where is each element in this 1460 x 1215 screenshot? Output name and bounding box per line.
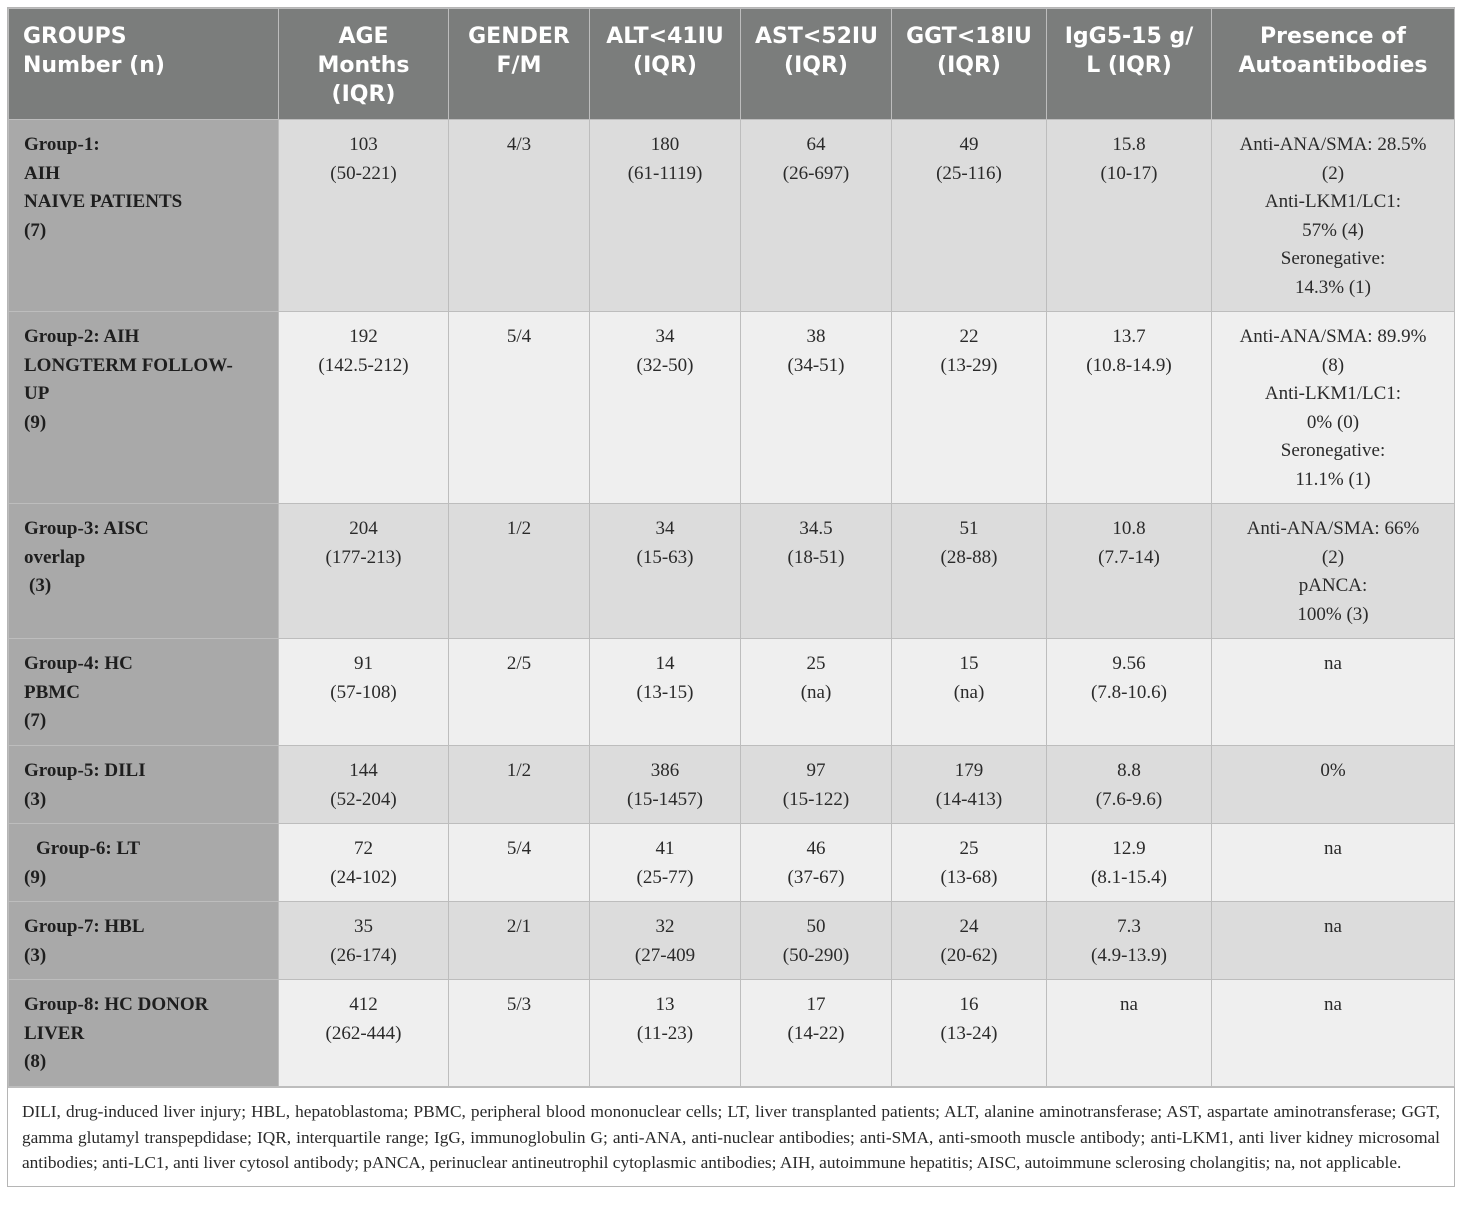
cell-line: Seronegative: [1280, 248, 1386, 269]
cell-group [9, 504, 279, 639]
cell-gender [449, 980, 590, 1087]
cell-line: (37-67) [787, 866, 845, 888]
cell-group [9, 746, 279, 824]
cell-alt [590, 746, 741, 824]
cell-line: (18-51) [787, 546, 845, 568]
cell-line: (20-62) [940, 944, 998, 966]
cell-line: 179 [954, 760, 984, 781]
cell-igg [1047, 504, 1212, 639]
header-line: (IQR) [937, 53, 1001, 78]
cell-group [9, 980, 279, 1087]
cell-line: (na) [953, 681, 985, 703]
header-line: Months [317, 53, 410, 78]
cell-line: (34-51) [787, 354, 845, 376]
table-row [9, 980, 1455, 1087]
cell-line: LONGTERM FOLLOW- [24, 354, 233, 376]
cell-line: 22 [959, 326, 979, 347]
header-line: (IQR) [784, 53, 848, 78]
cell-line: 14.3% (1) [1295, 276, 1371, 298]
cell-line: 204 [349, 518, 378, 539]
cell-line: Group-5: DILI [24, 760, 146, 781]
column-header-alt [590, 9, 741, 120]
cell-line: 72 [354, 838, 373, 859]
cell-gender [449, 639, 590, 746]
cell-gender [449, 824, 590, 902]
cell-line: (26-697) [782, 162, 850, 184]
cell-line: 12.9 [1112, 838, 1146, 859]
cell-line: (13-24) [940, 1022, 998, 1044]
cell-line: 180 [650, 134, 680, 155]
cell-auto [1212, 746, 1455, 824]
cell-line: 11.1% (1) [1295, 468, 1371, 490]
cell-line: (15-1457) [627, 788, 703, 810]
cell-line: 0% (0) [1306, 411, 1360, 433]
cell-gender [449, 746, 590, 824]
column-header-age [279, 9, 449, 120]
cell-ast [741, 312, 892, 504]
cell-line: 97 [806, 760, 826, 781]
cell-line: (52-204) [330, 788, 397, 810]
cell-alt [590, 312, 741, 504]
cell-line: 2/5 [506, 653, 532, 674]
cell-line: na [1120, 994, 1138, 1015]
cell-ggt [892, 120, 1047, 312]
cell-line: (24-102) [330, 866, 397, 888]
cell-line: (32-50) [636, 354, 694, 376]
cell-line: 0% [1320, 760, 1346, 781]
cell-line: Anti-ANA/SMA: 89.9% [1239, 326, 1427, 347]
cell-line: (14-413) [935, 788, 1003, 810]
header-line: AST<52IU [755, 24, 878, 49]
cell-line: Anti-ANA/SMA: 28.5% [1239, 134, 1427, 155]
header-line: ALT<41IU [606, 24, 724, 49]
cell-line: (26-174) [330, 944, 397, 966]
cell-line: (9) [24, 411, 47, 433]
cell-line: 13 [655, 994, 675, 1015]
table-row [9, 639, 1455, 746]
cell-ast [741, 980, 892, 1087]
cell-igg [1047, 120, 1212, 312]
cell-line: 103 [349, 134, 378, 155]
table-footnote: DILI, drug-induced liver injury; HBL, hepatoblastoma; PBMC, peripheral blood mononuclear cells; LT, liver transplanted patients; ALT, alanine aminotransferase; AST, aspartate aminotransferase; GGT, gamma glutamyl transpepdidase; IQR, interquartile range; IgG, immunoglobulin G; anti-ANA, anti-nuclear antibodies; anti-SMA, anti-smooth muscle antibody; anti-LKM1, anti liver kidney microsomal antibodies; anti-LC1, anti liver cytosol antibody; pANCA, perinuclear antineutrophil cytoplasmic antibodies; AIH, autoimmune hepatitis; AISC, autoimmune sclerosing cholangitis; na, not applicable. [8, 1087, 1454, 1186]
cell-line: 34.5 [799, 518, 833, 539]
cell-line: 64 [806, 134, 826, 155]
cell-alt [590, 980, 741, 1087]
cell-group [9, 824, 279, 902]
cell-igg [1047, 639, 1212, 746]
cell-line: (7.7-14) [1098, 546, 1160, 568]
cell-line: 25 [806, 653, 826, 674]
cell-ggt [892, 824, 1047, 902]
cell-line: 8.8 [1117, 760, 1141, 781]
cell-line: Group-2: AIH [24, 326, 140, 347]
cell-gender [449, 120, 590, 312]
cell-line: UP [24, 383, 50, 404]
cell-line: Anti-ANA/SMA: 66% [1246, 518, 1420, 539]
cell-line: na [1324, 653, 1342, 674]
cell-auto [1212, 120, 1455, 312]
table-container [7, 7, 1455, 1187]
header-line: Number (n) [23, 53, 165, 78]
cell-ast [741, 639, 892, 746]
cell-line: (3) [24, 788, 47, 810]
cell-group [9, 312, 279, 504]
cell-line: 24 [959, 916, 979, 937]
column-header-gender [449, 9, 590, 120]
cell-age [279, 312, 449, 504]
cell-line: 100% (3) [1297, 603, 1369, 625]
cell-age [279, 902, 449, 980]
cell-line: 38 [806, 326, 826, 347]
cell-line: 17 [806, 994, 826, 1015]
cell-line: (25-77) [636, 866, 694, 888]
cell-ggt [892, 639, 1047, 746]
cell-alt [590, 824, 741, 902]
cell-ggt [892, 980, 1047, 1087]
cell-line: Group-4: HC [24, 653, 133, 674]
header-line: GROUPS [23, 24, 127, 49]
cell-igg [1047, 902, 1212, 980]
cell-line: overlap [24, 546, 86, 568]
cell-line: 13.7 [1112, 326, 1146, 347]
cell-line: 41 [655, 838, 675, 859]
cell-line: (14-22) [787, 1022, 845, 1044]
cell-line: Group-6: LT [36, 838, 141, 859]
table-row [9, 746, 1455, 824]
cell-line: 35 [354, 916, 373, 937]
cell-line: 91 [354, 653, 373, 674]
cell-line: 16 [959, 994, 979, 1015]
cell-auto [1212, 639, 1455, 746]
cell-line: (7.8-10.6) [1091, 681, 1167, 703]
table-row [9, 312, 1455, 504]
cell-line: 34 [655, 518, 675, 539]
cell-line: (50-221) [330, 162, 397, 184]
cell-line: 7.3 [1117, 916, 1141, 937]
cell-alt [590, 902, 741, 980]
cell-line: 46 [806, 838, 826, 859]
cell-line: (25-116) [936, 162, 1002, 184]
cell-group [9, 639, 279, 746]
table-body [9, 120, 1455, 1087]
cell-age [279, 746, 449, 824]
cell-line: (28-88) [940, 546, 998, 568]
cell-line: 2/1 [506, 916, 532, 937]
cell-igg [1047, 824, 1212, 902]
cell-line: Group-7: HBL [24, 916, 145, 937]
column-header-ast [741, 9, 892, 120]
cell-auto [1212, 504, 1455, 639]
cell-line: Group-8: HC DONOR [24, 994, 209, 1015]
cell-line: 25 [959, 838, 979, 859]
cell-line: 1/2 [506, 518, 532, 539]
header-line: AGE [338, 24, 389, 49]
header-line: Autoantibodies [1238, 53, 1428, 78]
header-row [9, 9, 1455, 120]
patient-groups-table [8, 8, 1455, 1087]
cell-group [9, 902, 279, 980]
cell-line: 51 [959, 518, 979, 539]
cell-line: (15-63) [636, 546, 694, 568]
cell-age [279, 980, 449, 1087]
cell-line: (142.5-212) [318, 354, 409, 376]
cell-line: (3) [24, 944, 47, 966]
cell-line: Group-1: [24, 134, 100, 155]
cell-line: (57-108) [330, 681, 397, 703]
column-header-igg [1047, 9, 1212, 120]
cell-alt [590, 120, 741, 312]
table-row [9, 504, 1455, 639]
cell-gender [449, 504, 590, 639]
cell-ast [741, 120, 892, 312]
cell-ggt [892, 504, 1047, 639]
cell-group [9, 120, 279, 312]
header-line: (IQR) [331, 82, 396, 107]
cell-line: (2) [1321, 546, 1345, 568]
cell-line: (8) [1321, 354, 1345, 376]
table-row [9, 902, 1455, 980]
cell-line: 32 [655, 916, 675, 937]
cell-line: (13-68) [940, 866, 998, 888]
cell-line: 15 [959, 653, 979, 674]
table-row [9, 824, 1455, 902]
cell-line: (262-444) [325, 1022, 402, 1044]
cell-line: 192 [349, 326, 378, 347]
column-header-groups [9, 9, 279, 120]
header-line: F/M [496, 53, 542, 78]
cell-line: 5/4 [506, 326, 532, 347]
cell-line: Seronegative: [1280, 440, 1386, 461]
cell-line: 9.56 [1112, 653, 1146, 674]
cell-line: PBMC [24, 681, 80, 703]
cell-line: 5/3 [506, 994, 532, 1015]
cell-line: (7) [24, 710, 47, 731]
cell-gender [449, 902, 590, 980]
header-line: Presence of [1260, 24, 1406, 49]
header-line: IgG5-15 g/ [1064, 24, 1194, 49]
cell-line: (8.1-15.4) [1091, 866, 1167, 888]
cell-line: 412 [349, 994, 378, 1015]
cell-line: na [1324, 994, 1342, 1015]
cell-gender [449, 312, 590, 504]
cell-igg [1047, 746, 1212, 824]
cell-line: LIVER [24, 1022, 85, 1044]
cell-line: (7.6-9.6) [1095, 788, 1163, 810]
header-line: (IQR) [633, 53, 697, 78]
cell-auto [1212, 980, 1455, 1087]
cell-alt [590, 639, 741, 746]
cell-ast [741, 504, 892, 639]
cell-auto [1212, 902, 1455, 980]
cell-ast [741, 902, 892, 980]
cell-line: (10.8-14.9) [1086, 354, 1172, 376]
cell-line: (15-122) [782, 788, 850, 810]
cell-line: AIH [24, 162, 60, 184]
cell-ast [741, 746, 892, 824]
cell-line: (8) [24, 1051, 47, 1072]
cell-line: (7) [24, 219, 47, 241]
cell-line: na [1324, 916, 1342, 937]
cell-ggt [892, 902, 1047, 980]
cell-line: 57% (4) [1302, 219, 1364, 241]
cell-line: 4/3 [506, 134, 532, 155]
cell-ggt [892, 746, 1047, 824]
cell-auto [1212, 824, 1455, 902]
cell-age [279, 639, 449, 746]
cell-line: (61-1119) [627, 162, 703, 184]
cell-line: Anti-LKM1/LC1: [1264, 191, 1402, 212]
cell-line: (4.9-13.9) [1091, 944, 1167, 966]
cell-line: 15.8 [1112, 134, 1146, 155]
cell-age [279, 824, 449, 902]
cell-auto [1212, 312, 1455, 504]
cell-line: (9) [24, 866, 47, 888]
cell-line: Group-3: AISC [24, 518, 149, 539]
cell-alt [590, 504, 741, 639]
cell-ast [741, 824, 892, 902]
column-header-autoantibodies [1212, 9, 1455, 120]
cell-line: Anti-LKM1/LC1: [1264, 383, 1402, 404]
cell-line: 34 [655, 326, 675, 347]
column-header-ggt [892, 9, 1047, 120]
cell-ggt [892, 312, 1047, 504]
cell-line: (2) [1321, 162, 1345, 184]
cell-igg [1047, 980, 1212, 1087]
cell-line: (27-409 [634, 944, 696, 966]
cell-line: NAIVE PATIENTS [24, 191, 183, 212]
cell-line: (na) [800, 681, 832, 703]
cell-line: 14 [655, 653, 675, 674]
cell-igg [1047, 312, 1212, 504]
cell-line: 144 [349, 760, 378, 781]
cell-line: (3) [29, 575, 52, 596]
cell-line: (13-15) [636, 681, 694, 703]
cell-line: 50 [806, 916, 826, 937]
cell-line: (11-23) [636, 1022, 694, 1044]
table-row [9, 120, 1455, 312]
header-line: GGT<18IU [906, 24, 1032, 49]
cell-line: 10.8 [1112, 518, 1146, 539]
header-line: GENDER [468, 24, 570, 49]
cell-line: 1/2 [506, 760, 532, 781]
cell-line: (13-29) [940, 354, 998, 376]
cell-line: na [1324, 838, 1342, 859]
cell-line: pANCA: [1298, 575, 1368, 596]
cell-line: (177-213) [325, 546, 402, 568]
cell-age [279, 504, 449, 639]
cell-line: (10-17) [1100, 162, 1158, 184]
cell-line: 386 [650, 760, 680, 781]
cell-line: (50-290) [782, 944, 850, 966]
header-line: L (IQR) [1086, 53, 1172, 78]
cell-age [279, 120, 449, 312]
cell-line: 5/4 [506, 838, 532, 859]
cell-line: 49 [959, 134, 979, 155]
